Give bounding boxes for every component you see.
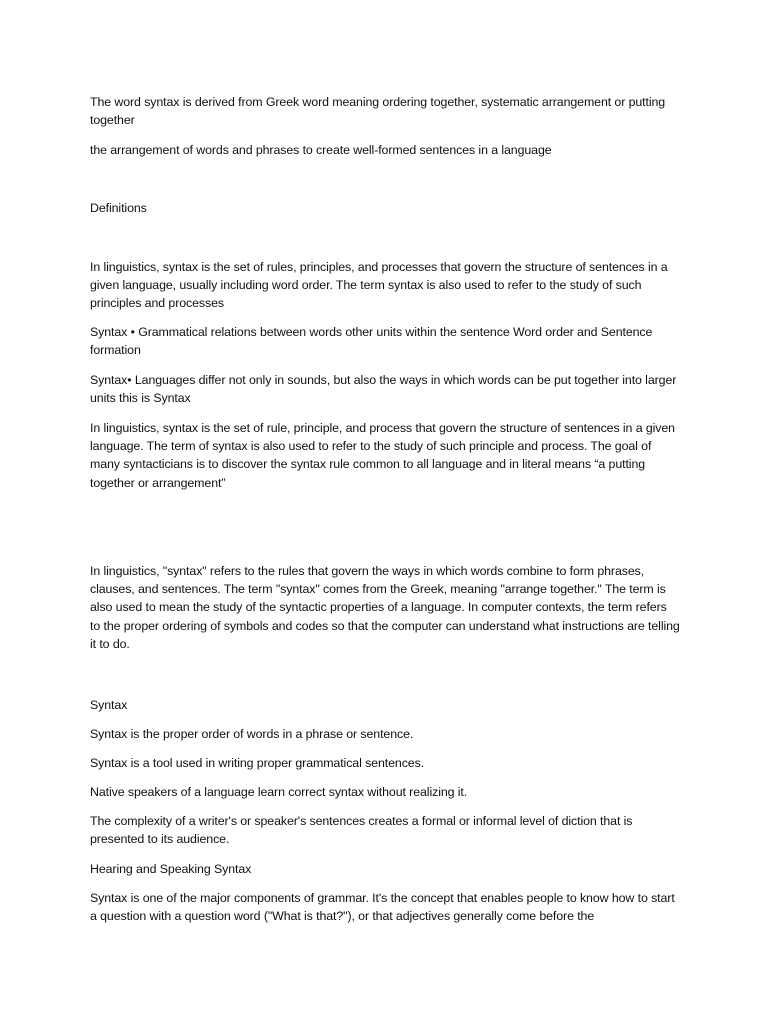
paragraph-major-components: Syntax is one of the major components of grammar. It's the concept that enables people to know how to start a question with a question word ("What is that?"), or that adjectives generally come before the [90, 891, 675, 924]
paragraph-linguistics-2: In linguistics, syntax is the set of rule, principle, and process that govern the structure of sentences in a given language. The term of syntax is also used to refer to the study of such principle and process. The goal of many syntacticians is to discover the syntax rule common to all language and in literal means “a putting together or arrangement” [90, 421, 675, 490]
paragraph-linguistics-1: In linguistics, syntax is the set of rules, principles, and processes that govern the structure of sentences in a given language, usually including word order. The term syntax is also used to refer to the study of such principles and processes [90, 260, 668, 311]
paragraph-proper-order: Syntax is the proper order of words in a phrase or sentence. [90, 727, 414, 741]
paragraph-languages-differ: Syntax• Languages differ not only in sounds, but also the ways in which words can be put together into larger units this is Syntax [90, 373, 677, 406]
paragraph-tool: Syntax is a tool used in writing proper grammatical sentences. [90, 756, 425, 770]
heading-syntax: Syntax [90, 698, 128, 712]
paragraph-linguistics-3: In linguistics, "syntax" refers to the rules that govern the ways in which words combine to form phrases, clauses, and sentences. The term "syntax" comes from the Greek, meaning "arrange together." The term is also used to mean the study of the syntactic properties of a language. In computer contexts, the term refers to the proper ordering of symbols and codes so that the computer can understand what instructions are telling it to do. [90, 564, 680, 651]
paragraph-grammatical: Syntax • Grammatical relations between words other units within the sentence Word order and Sentence formation [90, 325, 653, 358]
paragraph-origin: The word syntax is derived from Greek word meaning ordering together, systematic arrangement or putting together [90, 95, 666, 128]
paragraph-native-speakers: Native speakers of a language learn correct syntax without realizing it. [90, 785, 468, 799]
heading-definitions: Definitions [90, 201, 147, 215]
paragraph-complexity: The complexity of a writer's or speaker's sentences creates a formal or informal level of diction that is presented to its audience. [90, 814, 633, 847]
heading-hearing-speaking: Hearing and Speaking Syntax [90, 862, 252, 876]
paragraph-definition-short: the arrangement of words and phrases to create well-formed sentences in a language [90, 143, 552, 157]
